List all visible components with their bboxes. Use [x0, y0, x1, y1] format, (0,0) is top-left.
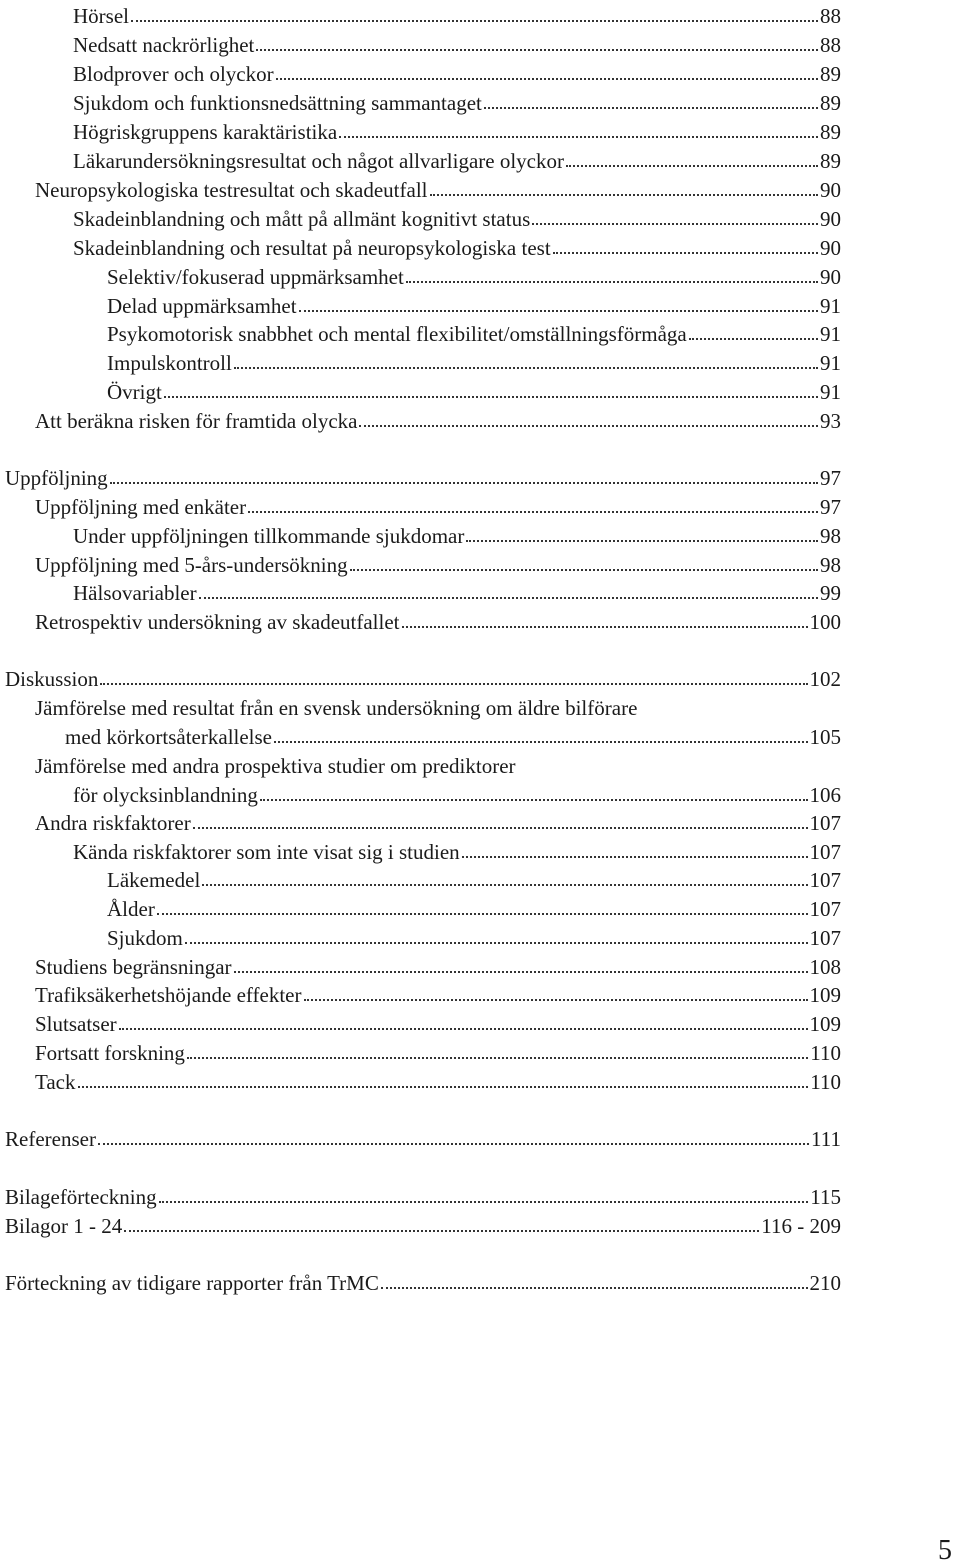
toc-page-number: 102: [809, 667, 841, 691]
toc-entry-label: Förteckning av tidigare rapporter från TrMC: [5, 1271, 379, 1295]
dot-leader: [193, 827, 808, 829]
toc-page-number: 109: [809, 1012, 841, 1036]
toc-page-number: 108: [809, 955, 841, 979]
toc-entry-label: Trafiksäkerhetshöjande effekter: [35, 983, 302, 1007]
dot-leader: [98, 1143, 809, 1145]
dot-leader: [430, 194, 819, 196]
toc-entry-label: Retrospektiv undersökning av skadeutfallet: [35, 610, 400, 634]
dot-leader: [124, 1230, 759, 1232]
toc-entry-label: Fortsatt forskning: [35, 1041, 185, 1065]
toc-entry[interactable]: [5, 1210, 841, 1238]
dot-leader: [304, 999, 808, 1001]
toc-entry[interactable]: [73, 87, 841, 115]
toc-entry-label: Skadeinblandning och mått på allmänt kognitivt status: [73, 207, 531, 231]
toc-entry[interactable]: [35, 807, 841, 835]
dot-leader: [202, 884, 807, 886]
dot-leader: [359, 425, 818, 427]
dot-leader: [260, 799, 808, 801]
toc-entry-label: Hörsel: [73, 4, 129, 28]
toc-entry-label[interactable]: Jämförelse med andra prospektiva studier om prediktorer: [35, 754, 516, 778]
toc-entry[interactable]: [5, 1181, 841, 1209]
toc-page-number: 89: [820, 149, 841, 173]
toc-entry[interactable]: [73, 116, 841, 144]
toc-entry-label: Ålder: [107, 897, 155, 921]
dot-leader: [406, 281, 818, 283]
page-number: 5: [938, 1535, 952, 1566]
dot-leader: [199, 597, 818, 599]
dot-leader: [164, 396, 818, 398]
toc-page-number: 91: [820, 294, 841, 318]
dot-leader: [484, 107, 818, 109]
toc-page-number: 110: [810, 1041, 841, 1065]
toc-page-number: 98: [820, 553, 841, 577]
toc-page-number: 210: [809, 1271, 841, 1295]
toc-entry-label: Impulskontroll: [107, 351, 232, 375]
toc-page-number: 115: [810, 1185, 841, 1209]
toc-page-number: 90: [820, 236, 841, 260]
toc-page-number: 99: [820, 581, 841, 605]
dot-leader: [350, 569, 818, 571]
toc-entry-label: Högriskgruppens karaktäristika: [73, 120, 338, 144]
toc-page-number: 105: [809, 725, 841, 749]
toc-entry[interactable]: [107, 864, 841, 892]
toc-entry[interactable]: [73, 29, 841, 57]
toc-entry-label: Uppföljning: [5, 466, 108, 490]
dot-leader: [299, 310, 818, 312]
dot-leader: [462, 856, 808, 858]
toc-entry-label: Nedsatt nackrörlighet: [73, 33, 255, 57]
dot-leader: [256, 49, 818, 51]
toc-entry[interactable]: [73, 145, 841, 173]
toc-page-number: 97: [820, 495, 841, 519]
toc-entry-label: Psykomotorisk snabbhet och mental flexibilitet/omställningsförmåga: [107, 322, 687, 346]
toc-entry[interactable]: [107, 922, 841, 950]
toc-entry[interactable]: [107, 376, 841, 404]
toc-page-number: 100: [809, 610, 841, 634]
toc-entry-label: Sjukdom: [107, 926, 183, 950]
toc-entry-label: Uppföljning med enkäter: [35, 495, 247, 519]
toc-entry-label: Hälsovariabler: [73, 581, 197, 605]
dot-leader: [532, 223, 818, 225]
toc-entry[interactable]: [35, 1008, 841, 1036]
toc-entry[interactable]: [73, 0, 841, 28]
toc-page-number: 107: [809, 926, 841, 950]
dot-leader: [234, 971, 808, 973]
toc-entry[interactable]: [73, 577, 841, 605]
dot-leader: [248, 511, 818, 513]
toc-entry[interactable]: [107, 347, 841, 375]
toc-page-number: 89: [820, 91, 841, 115]
toc-entry-label: Sjukdom och funktionsnedsättning sammantaget: [73, 91, 482, 115]
dot-leader: [119, 1028, 808, 1030]
toc-entry[interactable]: [5, 1267, 841, 1295]
dot-leader: [402, 626, 808, 628]
toc-page-number: 91: [820, 380, 841, 404]
dot-leader: [566, 165, 818, 167]
toc-page-number: 110: [810, 1070, 841, 1094]
toc-page-number: 90: [820, 207, 841, 231]
toc-entry-label: Läkarundersökningsresultat och något allvarligare olyckor: [73, 149, 564, 173]
dot-leader: [110, 482, 818, 484]
toc-page-number: 107: [809, 868, 841, 892]
toc-entry[interactable]: [35, 405, 841, 433]
toc-entry[interactable]: [73, 836, 841, 864]
dot-leader: [689, 338, 818, 340]
toc-entry[interactable]: [35, 951, 841, 979]
toc-entry[interactable]: [5, 1123, 841, 1151]
toc-page-number: 109: [809, 983, 841, 1007]
toc-entry-label: Diskussion: [5, 667, 99, 691]
toc-entry-label: Bilageförteckning: [5, 1185, 157, 1209]
toc-entry[interactable]: [73, 232, 841, 260]
toc-page-number: 88: [820, 33, 841, 57]
toc-page-number: 106: [809, 783, 841, 807]
toc-entry[interactable]: [35, 1066, 841, 1094]
toc-entry[interactable]: [107, 893, 841, 921]
dot-leader: [553, 252, 818, 254]
toc-entry[interactable]: [5, 663, 841, 691]
toc-entry-label: Selektiv/fokuserad uppmärksamhet: [107, 265, 404, 289]
toc-entry-label: Studiens begränsningar: [35, 955, 232, 979]
dot-leader: [187, 1057, 808, 1059]
dot-leader: [157, 913, 808, 915]
toc-entry[interactable]: [65, 721, 841, 749]
toc-entry-label: Blodprover och olyckor: [73, 62, 274, 86]
toc-entry-label: Skadeinblandning och resultat på neuropsykologiska test: [73, 236, 551, 260]
toc-entry[interactable]: [35, 174, 841, 202]
dot-leader: [131, 20, 818, 22]
dot-leader: [381, 1287, 808, 1289]
toc-entry-label: Uppföljning med 5-års-undersökning: [35, 553, 348, 577]
toc-page-number: 90: [820, 265, 841, 289]
toc-entry-label: Neuropsykologiska testresultat och skadeutfall: [35, 178, 428, 202]
toc-entry[interactable]: [35, 549, 841, 577]
toc-entry[interactable]: [107, 318, 841, 346]
toc-page-number: 91: [820, 351, 841, 375]
toc-entry[interactable]: [73, 779, 841, 807]
toc-entry[interactable]: [35, 491, 841, 519]
toc-entry[interactable]: [107, 290, 841, 318]
toc-entry-label: Andra riskfaktorer: [35, 811, 191, 835]
toc-page-number: 116 - 209: [761, 1214, 841, 1238]
toc-entry[interactable]: [73, 203, 841, 231]
toc-entry-label: Referenser: [5, 1127, 96, 1151]
toc-page-number: 107: [809, 897, 841, 921]
toc-entry[interactable]: [35, 606, 841, 634]
toc-entry-label: Övrigt: [107, 380, 162, 404]
toc-entry[interactable]: [73, 520, 841, 548]
dot-leader: [274, 741, 807, 743]
dot-leader: [185, 942, 808, 944]
toc-page-number: 88: [820, 4, 841, 28]
toc-entry[interactable]: [73, 58, 841, 86]
dot-leader: [276, 78, 818, 80]
toc-entry[interactable]: [35, 1037, 841, 1065]
toc-entry-label: Under uppföljningen tillkommande sjukdomar: [73, 524, 465, 548]
toc-page-number: 107: [809, 840, 841, 864]
toc-page-number: 93: [820, 409, 841, 433]
toc-entry-label: Att beräkna risken för framtida olycka: [35, 409, 358, 433]
toc-entry-label[interactable]: Jämförelse med resultat från en svensk undersökning om äldre bilförare: [35, 696, 638, 720]
toc-entry[interactable]: [5, 462, 841, 490]
toc-entry-label: Tack: [35, 1070, 76, 1094]
toc-entry[interactable]: [107, 261, 841, 289]
dot-leader: [159, 1201, 809, 1203]
toc-page-number: 98: [820, 524, 841, 548]
dot-leader: [234, 367, 818, 369]
toc-entry-label: Läkemedel: [107, 868, 201, 892]
toc-entry[interactable]: [35, 979, 841, 1007]
toc-page-number: 111: [811, 1127, 841, 1151]
toc-page-number: 89: [820, 62, 841, 86]
toc-page-number: 107: [809, 811, 841, 835]
toc-entry-label: Bilagor 1 - 24: [5, 1214, 123, 1238]
toc-entry-label: Kända riskfaktorer som inte visat sig i studien: [73, 840, 460, 864]
dot-leader: [100, 683, 807, 685]
toc-page-number: 91: [820, 322, 841, 346]
toc-page-number: 90: [820, 178, 841, 202]
toc-entry-label: Slutsatser: [35, 1012, 117, 1036]
toc-entry-label: Delad uppmärksamhet: [107, 294, 297, 318]
dot-leader: [466, 540, 818, 542]
toc-entry-label-continuation: för olycksinblandning: [73, 783, 258, 807]
toc-entry-label-continuation: med körkortsåterkallelse: [65, 725, 273, 749]
dot-leader: [339, 136, 818, 138]
toc-page-number: 97: [820, 466, 841, 490]
dot-leader: [78, 1086, 809, 1088]
toc-page-number: 89: [820, 120, 841, 144]
